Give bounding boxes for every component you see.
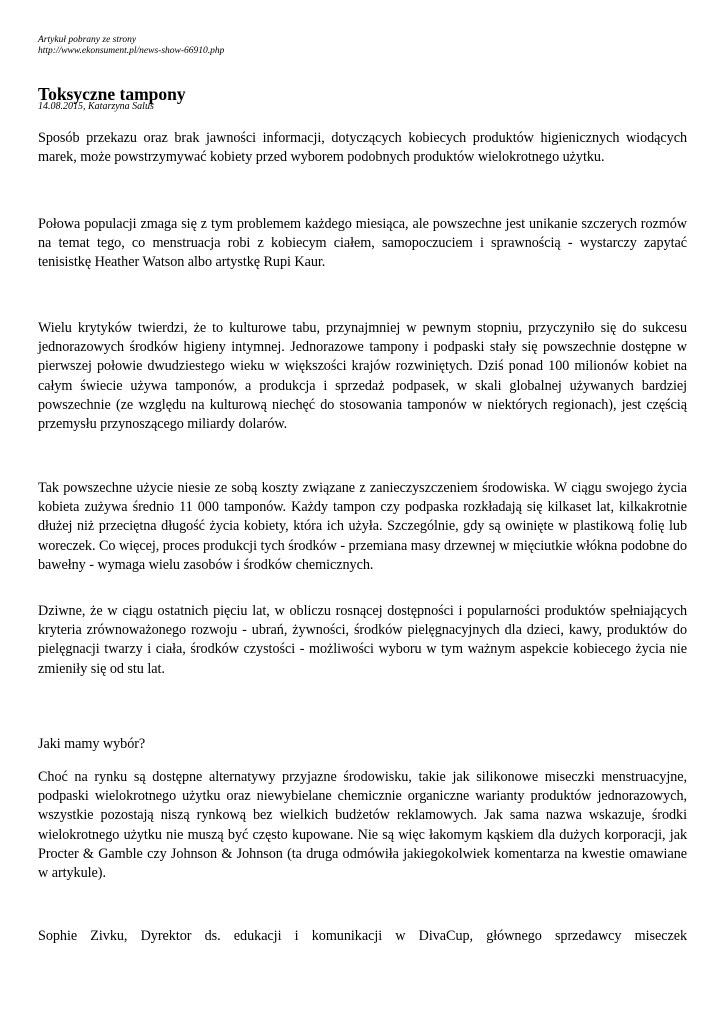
article-paragraph: Tak powszechne użycie niesie ze sobą koszty związane z zanieczyszczeniem środowiska. W ciągu swojego życia kobieta zużywa średnio 11 000 tamponów. Każdy tampon czy podpaska rozkładają się kilkaset lat, kilkakrotnie dłużej niż przeciętna długość życia kobiety, która ich użyła. Szczególnie, gdy są owinięte w plastikową folię lub woreczek. Co więcej, proces produkcji tych środków - przemiana masy drzewnej w mięciutkie włókna podobne do bawełny - wymaga wielu zasobów i środków chemicznych. <box>38 480 687 573</box>
article-byline: 14.08.2015, Katarzyna Salus <box>38 101 154 112</box>
article-paragraph: Dziwne, że w ciągu ostatnich pięciu lat, w obliczu rosnącej dostępności i popularności produktów spełniających kryteria zrównoważonego rozwoju - ubrań, żywności, środków pielęgnacyjnych dla dzieci, kawy, produktów do pielęgnacji twarzy i ciała, środków czystości - możliwości wyboru w tym ważnym aspekcie kobiecego życia nie zmieniły się od stu lat. <box>38 603 687 677</box>
article-paragraph: Połowa populacji zmaga się z tym problemem każdego miesiąca, ale powszechne jest unikanie szczerych rozmów na temat tego, co menstruacja robi z kobiecym ciałem, samopoczuciem i sprawnością - wystarczy zapytać tenisistkę Heather Watson albo artystkę Rupi Kaur. <box>38 216 687 271</box>
source-url: http://www.ekonsument.pl/news-show-66910.php <box>38 46 225 56</box>
article-title: Toksyczne tampony <box>38 84 186 104</box>
article-paragraph: Sophie Zivku, Dyrektor ds. edukacji i komunikacji w DivaCup, głównego sprzedawcy miseczek <box>38 928 687 944</box>
source-label: Artykuł pobrany ze strony <box>38 35 137 45</box>
article-paragraph: Wielu krytyków twierdzi, że to kulturowe tabu, przynajmniej w pewnym stopniu, przyczyniło się do sukcesu jednorazowych środków higieny intymnej. Jednorazowe tampony i podpaski stały się powszechnie dostępne w pierwszej połowie dwudziestego wieku w większości krajów rozwiniętych. Dziś ponad 100 milionów kobiet na całym świecie używa tamponów, a produkcja i sprzedaż podpasek, w skali globalnej używanych bardziej powszechnie (ze względu na kulturową niechęć do stosowania tamponów w niektórych regionach), jest częścią przemysłu przynoszącego miliardy dolarów. <box>38 320 687 433</box>
source-note <box>38 35 224 57</box>
article-paragraph: Choć na rynku są dostępne alternatywy przyjazne środowisku, takie jak silikonowe miseczki menstruacyjne, podpaski wielokrotnego użytku oraz niewybielane chemicznie organiczne warianty produktów jednorazowych, wszystkie pozostają niszą rynkową bez wielkich budżetów reklamowych. Jak sama nazwa wskazuje, środki wielokrotnego użytku nie muszą być często kupowane. Nie są więc łakomym kąskiem dla dużych korporacji, jak Procter & Gamble czy Johnson & Johnson (ta druga odmówiła jakiegokolwiek komentarza na kwestie omawiane w artykule). <box>38 769 687 882</box>
article-paragraph: Sposób przekazu oraz brak jawności informacji, dotyczących kobiecych produktów higienicznych wiodących marek, może powstrzymywać kobiety przed wyborem podobnych produktów wielokrotnego użytku. <box>38 130 687 166</box>
section-heading: Jaki mamy wybór? <box>38 736 146 752</box>
